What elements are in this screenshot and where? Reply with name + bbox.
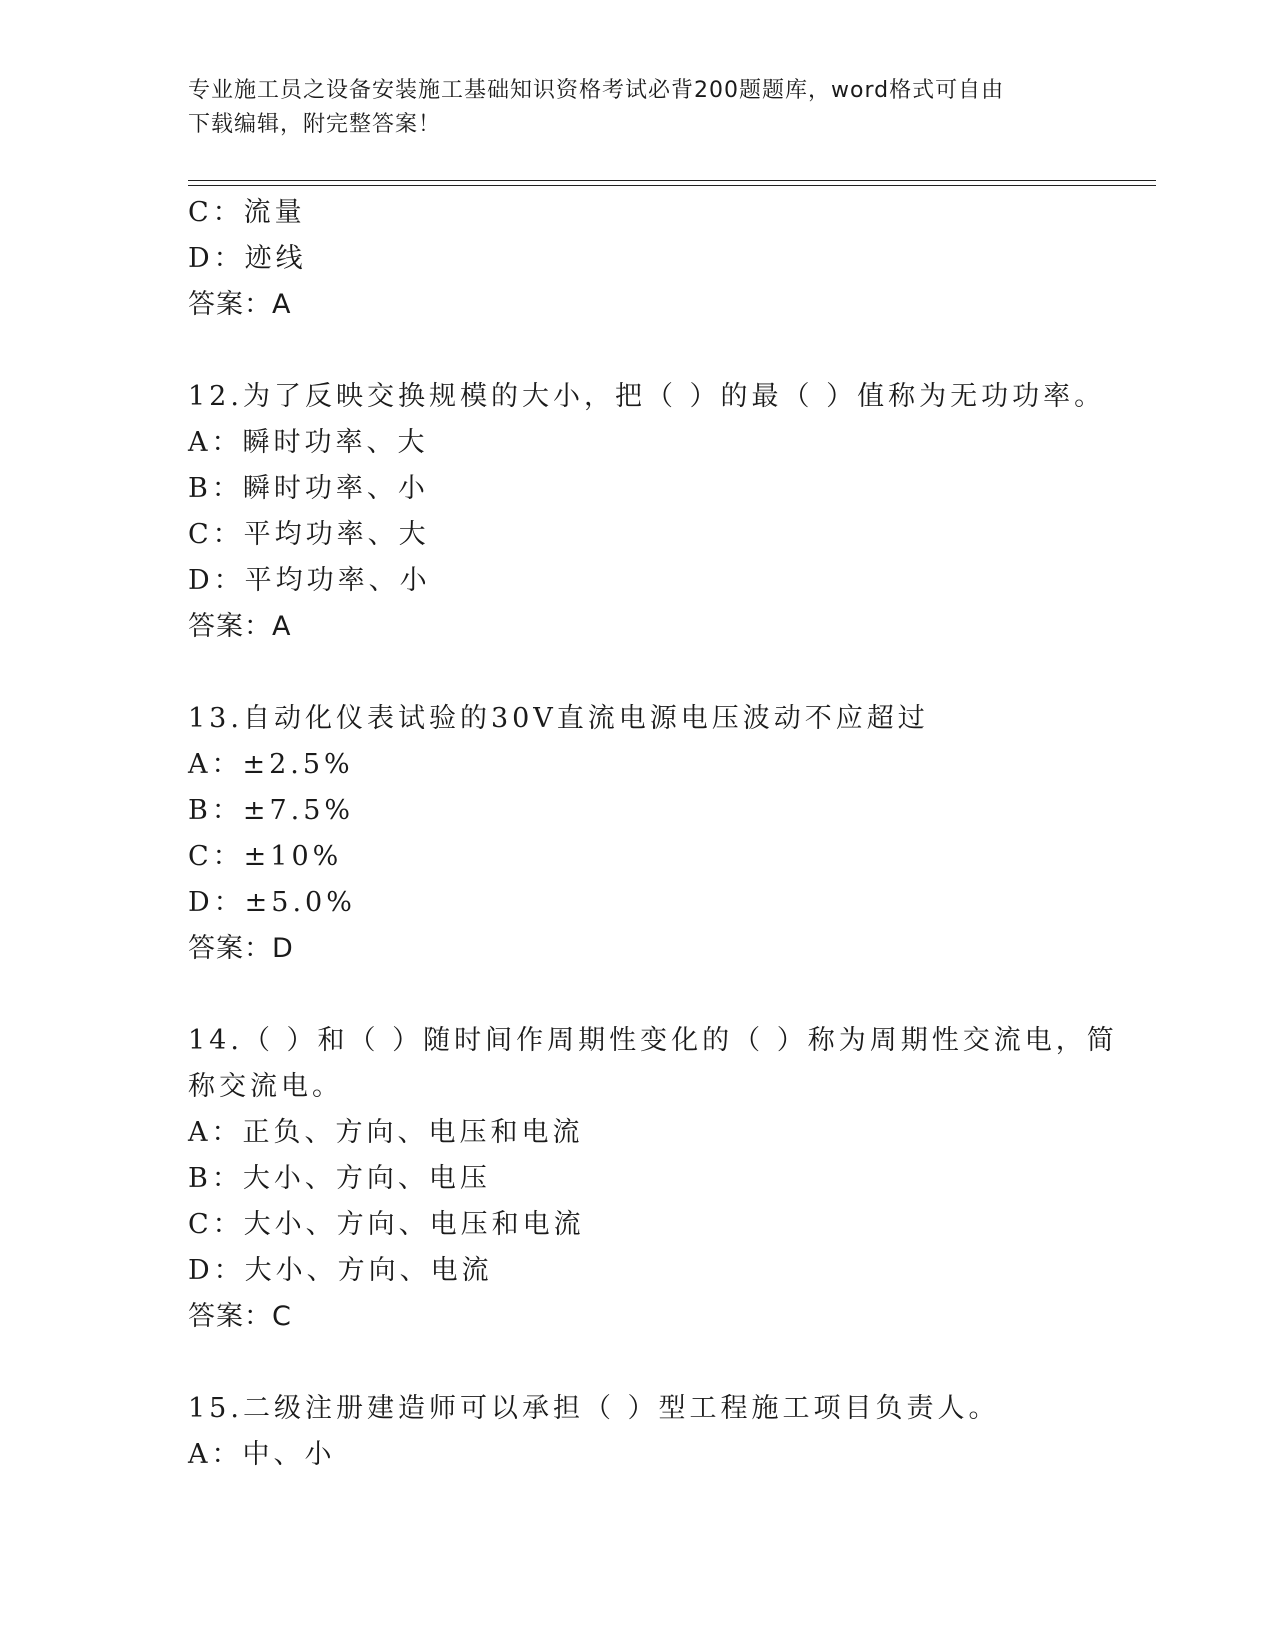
answer-line: 答案：A xyxy=(188,611,292,642)
option-b: B：±7.5% xyxy=(188,795,355,826)
header-line-1: 专业施工员之设备安装施工基础知识资格考试必背200题题库，word格式可自由 xyxy=(188,78,1005,103)
question-number: 15. xyxy=(188,1393,243,1424)
spacer xyxy=(188,1340,1088,1386)
option-b: B：大小、方向、电压 xyxy=(188,1163,491,1194)
header-line-2: 下载编辑，附完整答案！ xyxy=(188,112,442,137)
question-stem xyxy=(188,696,1088,742)
option-a: A：瞬时功率、大 xyxy=(188,427,429,458)
question-text: 二级注册建造师可以承担（ ）型工程施工项目负责人。 xyxy=(242,1393,1000,1424)
answer-line: 答案：C xyxy=(188,1301,292,1332)
option-a: A：正负、方向、电压和电流 xyxy=(188,1117,584,1148)
question-text: 自动化仪表试验的30V直流电源电压波动不应超过 xyxy=(242,703,929,734)
option-d: D：±5.0% xyxy=(188,887,356,918)
option-c: C：平均功率、大 xyxy=(188,519,430,550)
spacer xyxy=(188,972,1088,1018)
question-14 xyxy=(188,1018,1118,1340)
option-d: D：迹线 xyxy=(188,243,307,274)
option-c: C：±10% xyxy=(188,841,343,872)
option-c: C：大小、方向、电压和电流 xyxy=(188,1209,585,1240)
spacer xyxy=(188,650,1088,696)
option-d: D：平均功率、小 xyxy=(188,565,431,596)
answer-line: 答案：A xyxy=(188,289,292,320)
partial-question xyxy=(188,190,1088,328)
question-12 xyxy=(188,374,1106,650)
option-a: A：±2.5% xyxy=(188,749,354,780)
question-stem xyxy=(188,374,1106,420)
question-15 xyxy=(188,1386,1088,1478)
question-text: （ ）和（ ）随时间作周期性变化的（ ）称为周期性交流电，简 xyxy=(242,1025,1118,1056)
question-stem xyxy=(188,1018,1118,1064)
question-13 xyxy=(188,696,1088,972)
option-d: D：大小、方向、电流 xyxy=(188,1255,493,1286)
question-stem-continued: 称交流电。 xyxy=(188,1071,343,1102)
document-header xyxy=(188,74,1078,142)
option-b: B：瞬时功率、小 xyxy=(188,473,429,504)
question-content xyxy=(188,190,1118,1478)
question-stem xyxy=(188,1386,1088,1432)
header-divider-top xyxy=(188,180,1156,181)
question-text: 为了反映交换规模的大小，把（ ）的最（ ）值称为无功功率。 xyxy=(242,381,1106,412)
question-number: 13. xyxy=(188,703,243,734)
spacer xyxy=(188,328,1088,374)
header-divider-bottom xyxy=(188,185,1156,186)
option-c: C：流量 xyxy=(188,197,306,228)
option-a: A：中、小 xyxy=(188,1439,336,1470)
answer-line: 答案：D xyxy=(188,933,294,964)
question-number: 12. xyxy=(188,381,243,412)
question-number: 14. xyxy=(188,1025,243,1056)
